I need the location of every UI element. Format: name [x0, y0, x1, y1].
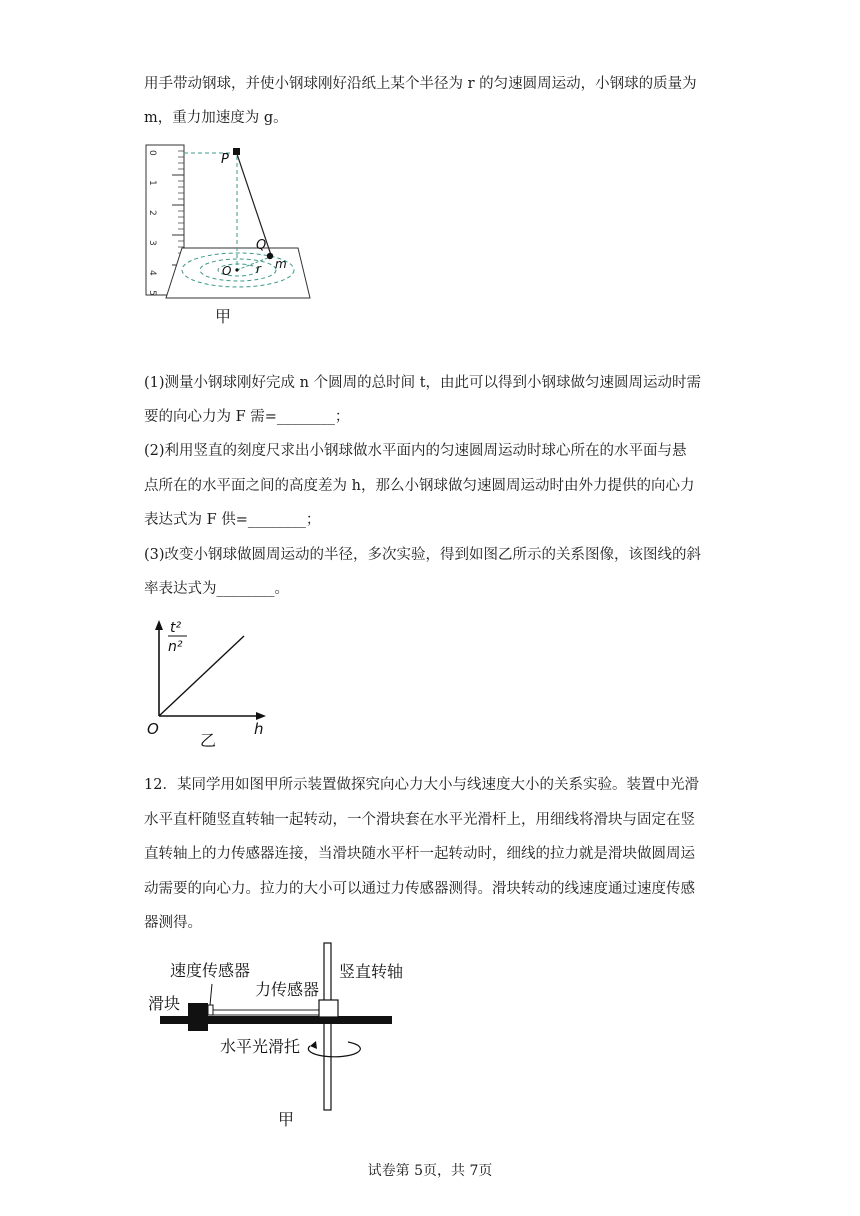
- speed-sensor: [208, 1005, 213, 1015]
- x-axis-arrow: [256, 712, 266, 720]
- ruler-tick-label: 3: [147, 240, 157, 246]
- figure-12-apparatus: [140, 935, 430, 1135]
- figure-yi-graph: [140, 612, 280, 752]
- rotation-arrowhead: [310, 1041, 317, 1049]
- force-sensor: [319, 1000, 338, 1017]
- figure-12-caption: 甲: [278, 1110, 295, 1129]
- suspension-point: [233, 148, 240, 155]
- center-point: [235, 268, 238, 271]
- label-vertical-axis: 竖直转轴: [339, 962, 404, 981]
- intro-line-2: m，重力加速度为 g。: [144, 110, 288, 126]
- thread: [213, 1010, 319, 1015]
- figure-yi-caption: 乙: [200, 731, 217, 750]
- label-o: O: [222, 264, 232, 278]
- figure-jia-caption: 甲: [215, 307, 232, 326]
- q2-line-2: 点所在的水平面之间的高度差为 h，那么小钢球做匀速圆周运动时由外力提供的向心力: [144, 478, 695, 494]
- y-axis-label-numerator: t²: [170, 620, 182, 636]
- origin-label: O: [147, 720, 159, 738]
- page-footer: 试卷第 5页，共 7页: [367, 1163, 493, 1179]
- label-m: m: [275, 257, 287, 271]
- slider-block: [188, 1003, 208, 1031]
- speed-sensor-pointer: [210, 984, 212, 1005]
- steel-ball: [267, 253, 273, 259]
- q12-line-3: 直转轴上的力传感器连接，当滑块随水平杆一起转动时，细线的拉力就是滑块做圆周运: [144, 846, 695, 862]
- q1-line-2: 要的向心力为 F 需=________；: [144, 409, 350, 425]
- ruler-tick-label: 0: [147, 150, 157, 156]
- y-axis-label-denominator: n²: [168, 639, 183, 655]
- y-axis-arrow: [155, 620, 163, 630]
- q12-line-2: 水平直杆随竖直转轴一起转动，一个滑块套在水平光滑杆上，用细线将滑块与固定在竖: [144, 812, 695, 828]
- x-axis-label: h: [254, 720, 264, 738]
- figure-jia-pendulum: [140, 140, 325, 330]
- label-slider: 滑块: [148, 994, 181, 1013]
- label-q: Q: [256, 238, 267, 253]
- label-p: P: [221, 152, 229, 167]
- q2-line-1: (2)利用竖直的刻度尺求出小钢球做水平面内的匀速圆周运动时球心所在的水平面与悬: [144, 443, 687, 459]
- label-r: r: [256, 262, 261, 276]
- q1-line-1: (1)测量小钢球刚好完成 n 个圆周的总时间 t，由此可以得到小钢球做匀速圆周运动时需: [144, 375, 702, 391]
- label-force-sensor: 力传感器: [255, 980, 320, 999]
- ruler-tick-label: 1: [147, 180, 157, 186]
- q2-line-3: 表达式为 F 供=________；: [144, 512, 321, 528]
- q3-line-2: 率表达式为________。: [144, 581, 289, 597]
- paper-plane: [166, 248, 310, 298]
- vertical-shaft: [324, 943, 331, 1110]
- intro-line-1: 用手带动钢球，并使小钢球刚好沿纸上某个半径为 r 的匀速圆周运动，小钢球的质量为: [144, 76, 697, 92]
- ruler-tick-label: 5: [147, 290, 157, 296]
- q12-line-4: 动需要的向心力。拉力的大小可以通过力传感器测得。滑块转动的线速度通过速度传感: [144, 881, 695, 897]
- q12-line-1: 12．某同学用如图甲所示装置做探究向心力大小与线速度大小的关系实验。装置中光滑: [144, 777, 699, 793]
- q12-line-5: 器测得。: [144, 915, 202, 931]
- ruler-tick-label: 4: [147, 270, 157, 276]
- q3-line-1: (3)改变小钢球做圆周运动的半径，多次实验，得到如图乙所示的关系图像，该图线的斜: [144, 547, 702, 563]
- ruler-tick-label: 2: [147, 210, 157, 216]
- label-horizontal-rod: 水平光滑托: [220, 1037, 301, 1056]
- label-speed-sensor: 速度传感器: [170, 961, 251, 980]
